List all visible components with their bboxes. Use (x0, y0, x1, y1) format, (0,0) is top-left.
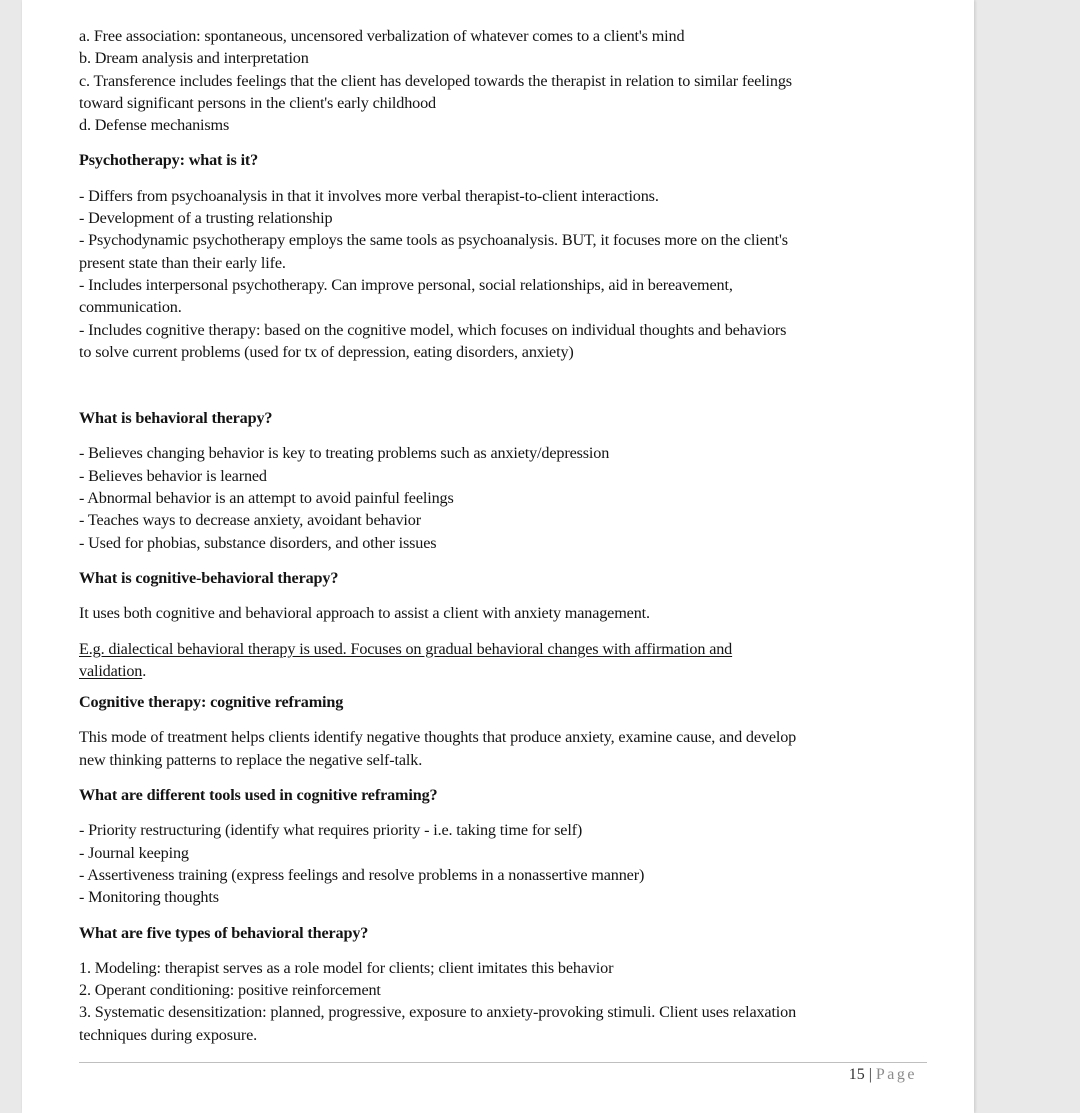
cbt-example-line: E.g. dialectical behavioral therapy is used. Focuses on gradual behavioral changes with affirmation and (79, 639, 733, 658)
list-item: - Monitoring thoughts (79, 888, 219, 907)
cbt-example-period: . (142, 661, 147, 680)
list-item: b. Dream analysis and interpretation (79, 49, 309, 68)
section-heading-psychotherapy: Psychotherapy: what is it? (79, 151, 259, 170)
list-item: to solve current problems (used for tx of depression, eating disorders, anxiety) (79, 342, 574, 361)
cbt-example-line: validation (79, 661, 143, 680)
list-item: 3. Systematic desensitization: planned, progressive, exposure to anxiety-provoking stimuli. Client uses relaxation (79, 1003, 797, 1022)
page-footer (849, 1066, 917, 1084)
list-item: communication. (79, 298, 182, 317)
paragraph-line: This mode of treatment helps clients identify negative thoughts that produce anxiety, examine cause, and develop (79, 728, 797, 747)
list-item: 2. Operant conditioning: positive reinforcement (79, 981, 381, 1000)
paragraph-line: new thinking patterns to replace the negative self-talk. (79, 750, 423, 769)
page-label: Page (875, 1066, 917, 1083)
section-heading-behavioral: What is behavioral therapy? (79, 409, 273, 428)
list-item: a. Free association: spontaneous, uncensored verbalization of whatever comes to a client's mind (79, 27, 685, 45)
page-content (79, 25, 927, 1046)
list-item: d. Defense mechanisms (79, 116, 230, 135)
footer-separator: | (868, 1066, 872, 1083)
five-types-list (79, 957, 927, 1046)
psychoanalysis-tools-list (79, 25, 927, 136)
list-item: - Abnormal behavior is an attempt to avoid painful feelings (79, 489, 454, 508)
section-heading-tools: What are different tools used in cognitive reframing? (79, 786, 438, 805)
list-item: - Psychodynamic psychotherapy employs the same tools as psychoanalysis. BUT, it focuses more on the client's (79, 231, 788, 250)
list-item: - Teaches ways to decrease anxiety, avoidant behavior (79, 511, 421, 530)
list-item: present state than their early life. (79, 253, 286, 272)
list-item: - Differs from psychoanalysis in that it involves more verbal therapist-to-client interactions. (79, 186, 659, 205)
list-item: - Believes changing behavior is key to treating problems such as anxiety/depression (79, 444, 610, 463)
cbt-example (79, 638, 927, 683)
list-item: - Priority restructuring (identify what requires priority - i.e. taking time for self) (79, 821, 583, 840)
section-heading-five-types: What are five types of behavioral therapy? (79, 923, 369, 942)
list-item: - Includes interpersonal psychotherapy. Can improve personal, social relationships, aid in bereavement, (79, 275, 733, 294)
cbt-paragraph: It uses both cognitive and behavioral approach to assist a client with anxiety management. (79, 604, 650, 623)
list-item: - Development of a trusting relationship (79, 209, 333, 228)
list-item: c. Transference includes feelings that the client has developed towards the therapist in relation to similar feelings (79, 71, 792, 90)
page-number: 15 (848, 1066, 865, 1083)
list-item: - Believes behavior is learned (79, 466, 267, 485)
reframing-paragraph (79, 726, 927, 771)
list-item: techniques during exposure. (79, 1025, 258, 1044)
list-item: - Assertiveness training (express feelings and resolve problems in a nonassertive manner) (79, 865, 645, 884)
tools-list (79, 819, 927, 908)
list-item: - Includes cognitive therapy: based on the cognitive model, which focuses on individual thoughts and behaviors (79, 320, 787, 339)
footer-divider (79, 1062, 927, 1063)
list-item: 1. Modeling: therapist serves as a role model for clients; client imitates this behavior (79, 958, 614, 977)
psychotherapy-list (79, 185, 927, 363)
list-item: toward significant persons in the client's early childhood (79, 93, 436, 112)
list-item: - Used for phobias, substance disorders, and other issues (79, 533, 437, 552)
section-heading-cbt: What is cognitive-behavioral therapy? (79, 568, 339, 587)
section-heading-reframing: Cognitive therapy: cognitive reframing (79, 693, 344, 712)
document-page (22, 0, 974, 1113)
behavioral-list (79, 442, 927, 553)
list-item: - Journal keeping (79, 843, 189, 862)
